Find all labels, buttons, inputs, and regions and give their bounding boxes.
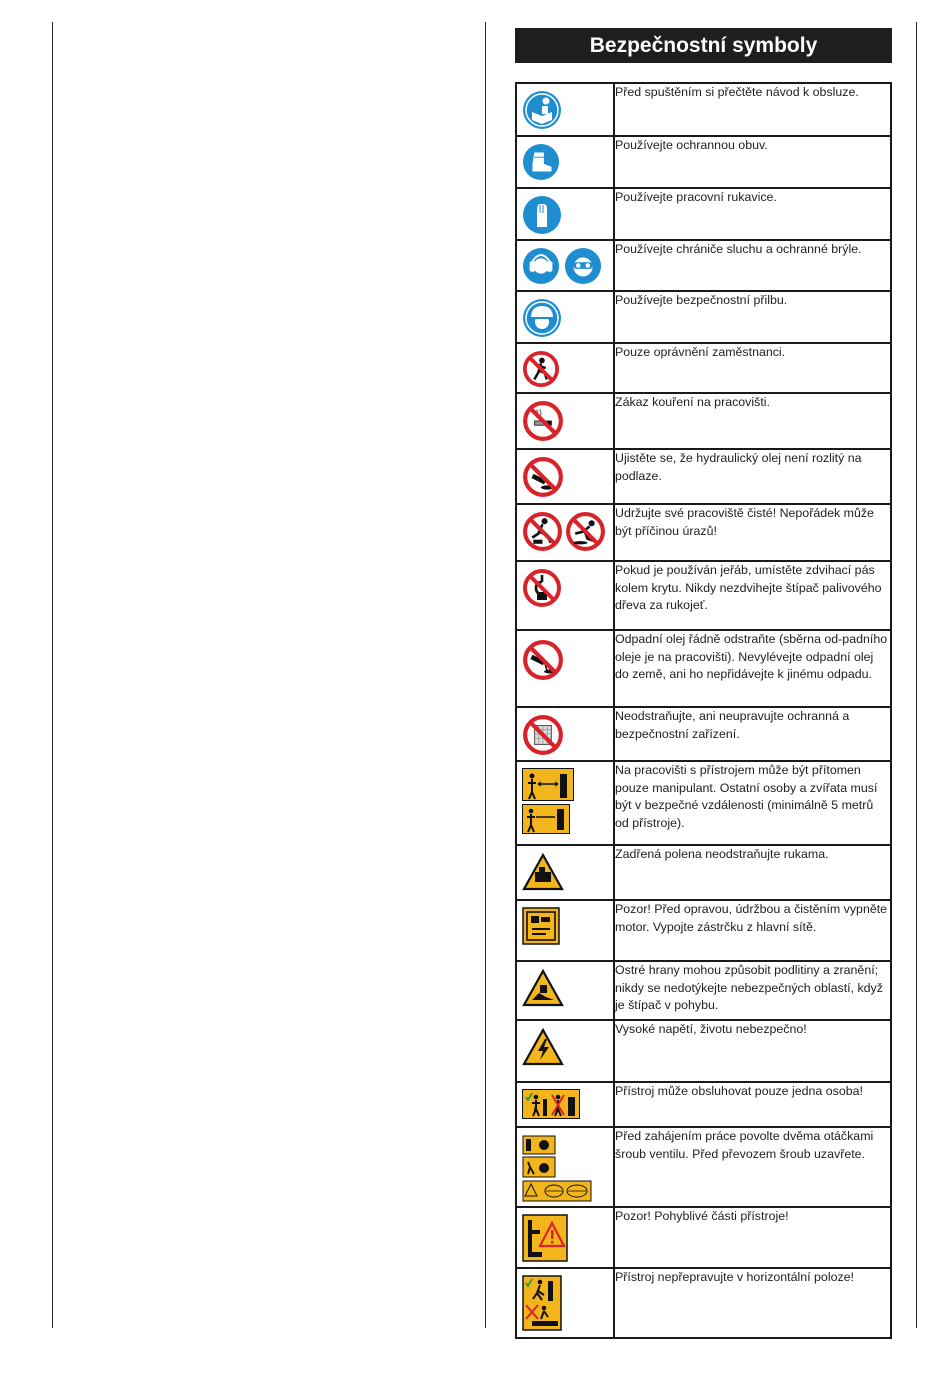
work-gloves-icon: [522, 195, 562, 235]
table-row: [516, 1127, 891, 1207]
table-row: [516, 900, 891, 961]
table-row: [516, 561, 891, 630]
table-row: [516, 845, 891, 900]
no-oil-disposal-icon: [522, 639, 564, 681]
moving-parts-warning-icon: [522, 1214, 568, 1262]
symbol-description: Používejte pracovní rukavice.: [614, 188, 891, 240]
no-unauthorized-persons-icon: [522, 350, 560, 388]
table-row: [516, 630, 891, 707]
symbol-description: Odpadní olej řádně odstraňte (sběrna od-padního oleje je na pracovišti). Nevylévejte odpadní olej do země, ani ho nepřidávejte k jinému odpadu.: [614, 630, 891, 707]
no-horizontal-transport-icon: [522, 1275, 562, 1331]
no-smoking-icon: [522, 400, 564, 442]
table-row: [516, 1020, 891, 1082]
symbol-description: Vysoké napětí, životu nebezpečno!: [614, 1020, 891, 1082]
symbol-description: Na pracovišti s přístrojem může být přítomen pouze manipulant. Ostatní osoby a zvířata musí být v bezpečné vzdálenosti (minimálně 5 metrů od přístroje).: [614, 761, 891, 845]
unplug-before-maintenance-icon: [522, 907, 560, 945]
table-row: [516, 707, 891, 761]
column-divider-line: [485, 22, 486, 1328]
single-operator-icon: [522, 1089, 580, 1119]
table-row: [516, 504, 891, 561]
safety-symbols-table: [515, 82, 892, 1339]
symbol-description: Pozor! Pohyblivé části přístroje!: [614, 1207, 891, 1268]
read-manual-icon: [522, 90, 562, 130]
left-margin-line: [52, 22, 53, 1328]
symbol-description: Neodstraňujte, ani neupravujte ochranná a bezpečnostní zařízení.: [614, 707, 891, 761]
symbol-description: Používejte ochrannou obuv.: [614, 136, 891, 188]
no-lifting-by-handle-icon: [522, 568, 562, 608]
no-removing-guards-icon: [522, 714, 564, 756]
table-row: [516, 761, 891, 845]
table-row: [516, 291, 891, 343]
safe-distance-operator-icon: [522, 804, 570, 834]
symbol-description: Zákaz kouření na pracovišti.: [614, 393, 891, 449]
symbol-description: Pozor! Před opravou, údržbou a čistěním vypněte motor. Vypojte zástrčku z hlavní sítě.: [614, 900, 891, 961]
table-row: [516, 1268, 891, 1338]
table-row: [516, 1082, 891, 1127]
symbol-description: Ujistěte se, že hydraulický olej není rozlitý na podlaze.: [614, 449, 891, 504]
table-row: [516, 961, 891, 1020]
table-row: [516, 449, 891, 504]
sharp-edges-warning-icon: [522, 968, 564, 1008]
symbol-description: Udržujte své pracoviště čisté! Nepořádek může být příčinou úrazů!: [614, 504, 891, 561]
no-tripping-icon: [522, 511, 563, 552]
symbol-description: Používejte chrániče sluchu a ochranné brýle.: [614, 240, 891, 291]
table-row: [516, 393, 891, 449]
symbol-description: Zadřená polena neodstraňujte rukama.: [614, 845, 891, 900]
safety-boots-icon: [522, 143, 560, 181]
symbol-description: Pouze oprávnění zaměstnanci.: [614, 343, 891, 393]
table-row: [516, 136, 891, 188]
table-row: [516, 1207, 891, 1268]
symbol-description: Před zahájením práce povolte dvěma otáčkami šroub ventilu. Před převozem šroub uzavřete.: [614, 1127, 891, 1207]
vent-screw-icon: [522, 1134, 592, 1202]
safety-goggles-icon: [564, 247, 602, 285]
safety-helmet-icon: [522, 298, 562, 338]
section-title: Bezpečnostní symboly: [515, 28, 892, 63]
symbol-description: Ostré hrany mohou způsobit podlitiny a zranění; nikdy se nedotýkejte nebezpečných oblastí, když je štípač v pohybu.: [614, 961, 891, 1020]
symbol-description: Přístroj může obsluhovat pouze jedna osoba!: [614, 1082, 891, 1127]
symbol-description: Pokud je používán jeřáb, umístěte zdvihací pás kolem krytu. Nikdy nezdvihejte štípač palivového dřeva za rukojeť.: [614, 561, 891, 630]
no-slipping-icon: [565, 511, 606, 552]
table-row: [516, 343, 891, 393]
ear-protection-icon: [522, 247, 560, 285]
table-row: [516, 83, 891, 136]
symbol-description: Přístroj nepřepravujte v horizontální poloze!: [614, 1268, 891, 1338]
table-row: [516, 188, 891, 240]
safe-distance-icon: [522, 768, 574, 801]
symbol-description: Používejte bezpečnostní přilbu.: [614, 291, 891, 343]
high-voltage-warning-icon: [522, 1027, 564, 1067]
right-margin-line: [916, 22, 917, 1328]
table-row: [516, 240, 891, 291]
no-oil-spill-icon: [522, 456, 564, 498]
symbol-description: Před spuštěním si přečtěte návod k obsluze.: [614, 83, 891, 136]
jammed-log-warning-icon: [522, 852, 564, 892]
